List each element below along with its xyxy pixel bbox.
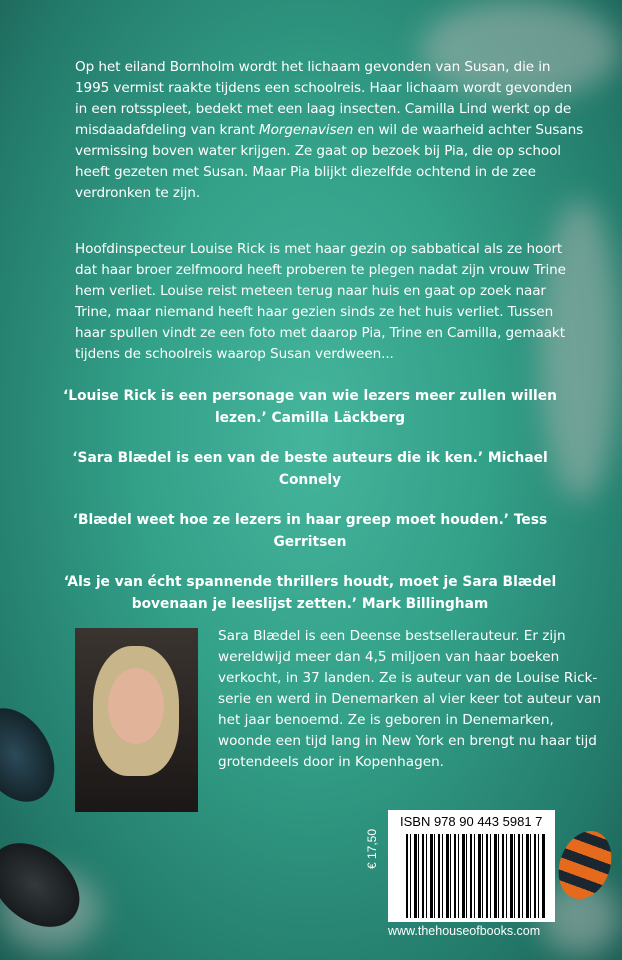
beetle-image [0,694,70,816]
review-quote: ‘Sara Blædel is een van de beste auteurs die ik ken.’ Michael Connely [72,450,548,488]
review-quote: ‘Als je van écht spannende thrillers houdt, moet je Sara Blædel bovenaan je leeslijst zetten.’ Mark Billingham [63,574,557,612]
newspaper-name: Morgenavisen [259,122,354,138]
barcode-bars [406,834,546,918]
price: € 17,50 [365,828,380,870]
review-quote: ‘Blædel weet hoe ze lezers in haar greep moet houden.’ Tess Gerritsen [72,512,548,550]
review-quote: ‘Louise Rick is een personage van wie lezers meer zullen willen lezen.’ Camilla Läckberg [63,388,557,426]
author-bio: Sara Blædel is een Deense bestsellerauteur. Er zijn wereldwijd meer dan 4,5 miljoen van haar boeken verkocht, in 37 landen. Ze is auteur van de Louise Rick-serie en werd in Denemarken al vier keer tot auteur van het jaar benoemd. Ze is geboren in Denemarken, woonde een tijd lang in New York en brengt nu haar tijd grotendeels door in Kopenhagen. [218,628,601,770]
blurb-paragraph-1: Op het eiland Bornholm wordt het lichaam gevonden van Susan, die in 1995 vermist raakte tijdens een schoolreis. Haar lichaam wordt gevonden in een rotsspleet, bedekt met een laag insecten. Camilla Lind werkt op de misdaadafdeling van krant Morgenavisen en wil de waarheid achter Susans vermissing boven water krijgen. Ze gaat op bezoek bij Pia, die op school heeft gezeten met Susan. Maar Pia blijkt diezelfde ochtend in de zee verdronken te zijn. [75,59,584,201]
isbn: ISBN 978 90 443 5981 7 [400,814,543,829]
barcode [388,810,555,922]
author-photo [75,628,198,812]
publisher-url: www.thehouseofbooks.com [388,924,541,938]
blurb-paragraph-2: Hoofdinspecteur Louise Rick is met haar gezin op sabbatical als ze hoort dat haar broer zelfmoord heeft proberen te plegen nadat zijn vrouw Trine hem verliet. Louise reist meteen terug naar huis en gaat op zoek naar Trine, maar niemand heeft haar gezien sinds ze het huis verliet. Tussen haar spullen vindt ze een foto met daarop Pia, Trine en Camilla, gemaakt tijdens de schoolreis waarop Susan verdween... [75,241,566,362]
author-face [108,668,164,744]
